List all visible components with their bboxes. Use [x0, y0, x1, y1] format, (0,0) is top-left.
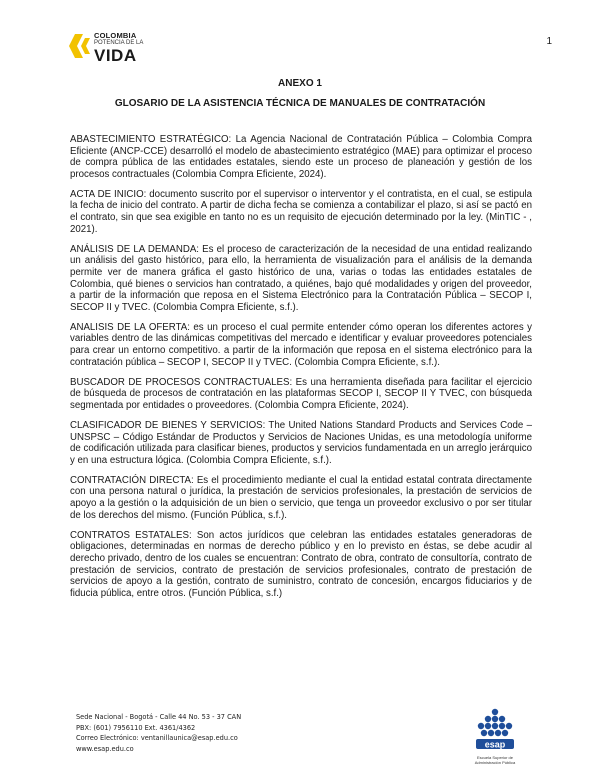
- esap-wordmark: esap: [484, 739, 506, 750]
- glossary-entry-abastecimiento: ABASTECIMIENTO ESTRATÉGICO: La Agencia Nacional de Contratación Pública – Colombia Compra Eficiente (ANCP-CCE) desarrolló el modelo de abastecimiento estratégico (MAE) para optimizar el proceso de compra pública de las entidades estatales, siendo este un proceso de planeación y gestión de los procesos contractuales (Colombia Compra Eficiente, 2024).: [70, 134, 532, 180]
- glossary-entry-analisis-demanda: ANÁLISIS DE LA DEMANDA: Es el proceso de caracterización de la necesidad de una entidad realizando un análisis del gasto histórico, para ello, la herramienta de visualización para el análisis de la demanda permite ver de manera gráfica el gasto histórico de una, varias o todas las entidades estatales de Colombia, qué bienes o servicios han contratado, a quiénes, bajo qué modalidades y origen del proveedor, a partir de la información que reposa en el Sistema Electrónico para la Contratación Pública – SECOP I, SECOP II y TVEC. (Colombia Compra Eficiente, s.f.).: [70, 243, 532, 313]
- glossary-entry-clasificador: CLASIFICADOR DE BIENES Y SERVICIOS: The United Nations Standard Products and Services Code – UNSPSC – Código Estándar de Productos y Servicios de Naciones Unidas, es una metodología uniforme de codificación utilizada para clasificar bienes, productos y servicios fundamentada en un arreglo jerárquico y en una estructura lógica. (Colombia Compra Eficiente, s.f.).: [70, 419, 532, 466]
- logo-line-2: POTENCIA DE LA: [94, 40, 144, 46]
- document-title: GLOSARIO DE LA ASISTENCIA TÉCNICA DE MANUALES DE CONTRATACIÓN: [114, 98, 486, 109]
- glossary-entry-analisis-oferta: ANALISIS DE LA OFERTA: es un proceso el cual permite entender cómo operan los diferentes actores y variables dentro de las dinámicas competitivas del mercado e identificar y evaluar proveedores potenciales para crear un entorno competitivo. a partir de la información que reposa en el sistema electrónico para la contratación pública – SECOP I, SECOP II y TVEC. (Colombia Compra Eficiente, s.f.).: [70, 321, 532, 368]
- esap-logo-icon: [474, 708, 516, 756]
- colombia-logo-icon: [68, 32, 94, 60]
- footer-email[interactable]: Correo Electrónico: ventanillaunica@esap.edu.co: [76, 734, 238, 742]
- footer-address: Sede Nacional - Bogotá - Calle 44 No. 53 - 37 CAN: [76, 713, 242, 721]
- esap-logo: [460, 708, 530, 764]
- colombia-potencia-logo: [68, 30, 160, 70]
- glossary-entry-buscador-procesos: BUSCADOR DE PROCESOS CONTRACTUALES: Es una herramienta diseñada para facilitar el ejercicio de búsqueda de procesos de contratación en las plataformas SECOP I, SECOP II Y TVEC, con búsqueda segmentada por entidades o proveedores. (Colombia Compra Eficiente, 2024).: [70, 376, 532, 411]
- footer-phone: PBX: (601) 7956110 Ext. 4361/4362: [76, 723, 196, 732]
- glossary-entry-contratos-estatales: CONTRATOS ESTATALES: Son actos jurídicos que celebran las entidades estatales generadoras de obligaciones, determinadas en normas de derecho público y en lo previsto en éstas, se debe acudir al derecho privado, dentro de los cuales se encuentran: Contrato de obra, contrato de consultoría, contrato de prestación de servicios, contrato de prestación de servicios profesionales, contrato de prestación de servicios de apoyo a la gestión, contrato de suministro, contrato de concesión, encargos fiduciarios y de fiducia pública, entre otros. (Función Pública, s.f.): [70, 529, 532, 599]
- page-number: 1: [546, 36, 552, 47]
- glossary-entry-contratacion-directa: CONTRATACIÓN DIRECTA: Es el procedimiento mediante el cual la entidad estatal contrata directamente con una persona natural o jurídica, la prestación de servicios profesionales, la prestación de servicios de apoyo a la gestión o la adquisición de un bien o servicio, que tenga un proveedor exclusivo o por ser titular de los derechos del mismo. (Función Pública, s.f.).: [70, 474, 532, 521]
- glossary-entry-acta-inicio: ACTA DE INICIO: documento suscrito por el supervisor o interventor y el contratista, en el cual, se estipula la fecha de inicio del contrato. A partir de dicha fecha se comienza a contabilizar el plazo, si así se pactó en el contrato, sin que sea exigible en tanto no es un requisito de ejecución determinado por la ley. (MinTIC - , 2021).: [70, 188, 532, 235]
- annex-label: ANEXO 1: [278, 78, 322, 89]
- esap-name-line-1: Escuela Superior de: [476, 755, 514, 760]
- footer-website[interactable]: www.esap.edu.co: [76, 744, 134, 753]
- footer-contact: [76, 712, 241, 754]
- logo-line-1: COLOMBIA: [94, 31, 137, 40]
- glossary-content: [70, 134, 532, 608]
- esap-name-line-2: Administración Pública: [474, 759, 516, 765]
- logo-line-3: VIDA: [94, 46, 137, 65]
